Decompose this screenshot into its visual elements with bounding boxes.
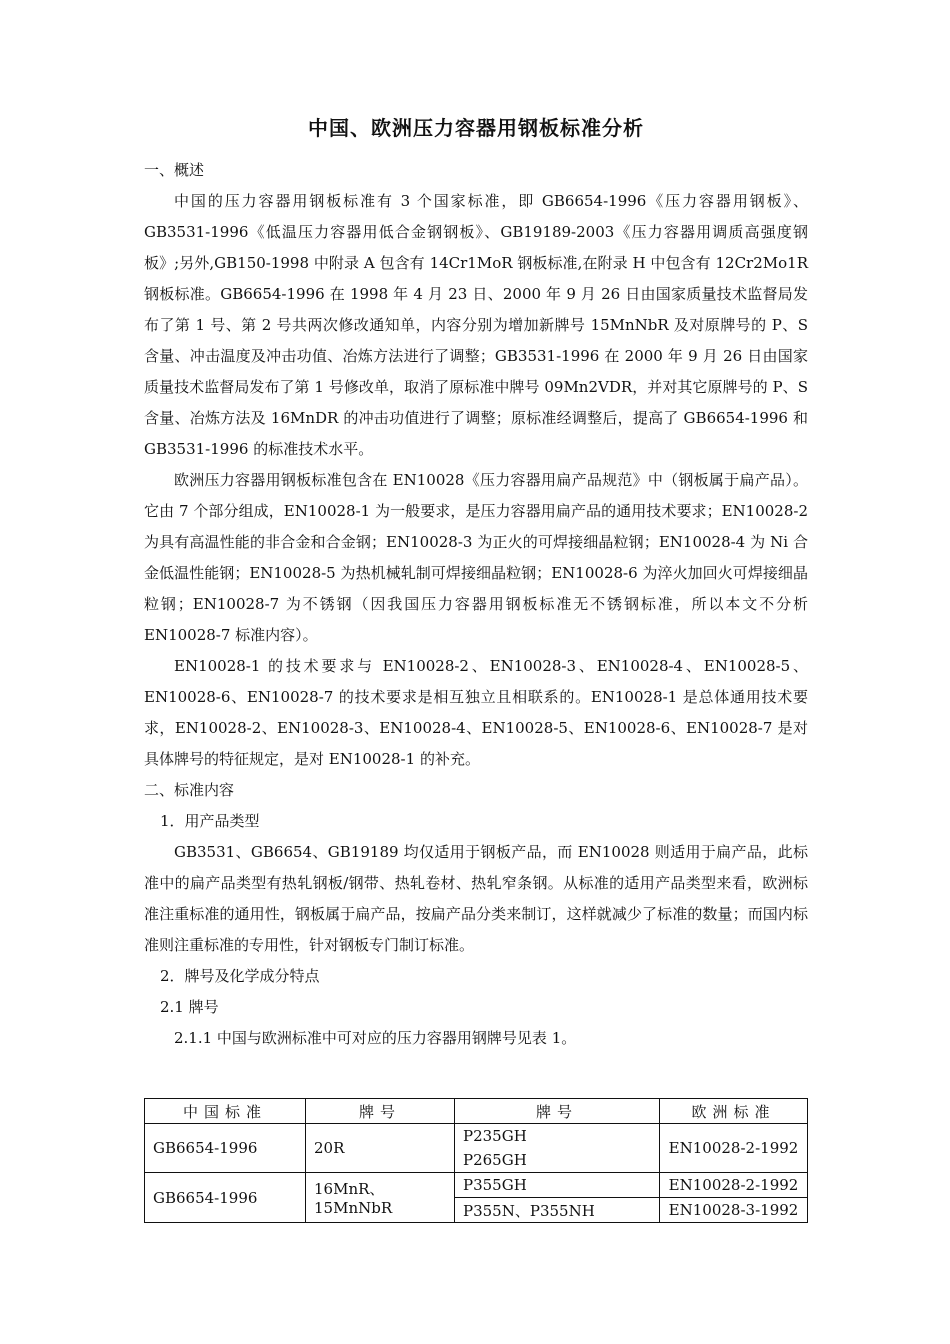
cell-eu-standard: EN10028-2-1992 [660,1124,808,1173]
table-row [145,1173,808,1198]
eu-grade-item: P235GH [463,1127,527,1145]
header-eu-standard: 欧洲标准 [660,1099,808,1124]
grade-comparison-table [144,1098,808,1223]
document-page [144,112,808,1054]
cell-eu-grade: P355GH [455,1173,660,1198]
cell-cn-grade: 16MnR、15MnNbR [306,1173,455,1223]
cell-eu-grades [455,1124,660,1173]
paragraph-cn-standards: 中国的压力容器用钢板标准有 3 个国家标准，即 GB6654-1996《压力容器用钢板》、GB3531-1996《低温压力容器用低合金钢钢板》、GB19189-2003《压力容器用调质高强度钢板》;另外,GB150-1998 中附录 A 包含有 14Cr1MoR 钢板标准,在附录 H 中包含有 12Cr2Mo1R 钢板标准。GB6654-1996 在 1998 年 4 月 23 日、2000 年 9 月 26 日由国家质量技术监督局发布了第 1 号、第 2 号共两次修改通知单，内容分别为增加新牌号 15MnNbR 及对原牌号的 P、S 含量、冲击温度及冲击功值、冶炼方法进行了调整；GB3531-1996 在 2000 年 9 月 26 日由国家质量技术监督局发布了第 1 号修改单，取消了原标准中牌号 09Mn2VDR，并对其它原牌号的 P、S 含量、冶炼方法及 16MnDR 的冲击功值进行了调整；原标准经调整后，提高了 GB6654-1996 和 GB3531-1996 的标准技术水平。 [144,192,808,458]
section-heading-overview: 一、概述 [144,161,205,179]
paragraph-en10028-relations: EN10028-1 的技术要求与 EN10028-2、EN10028-3、EN10028-4、EN10028-5、EN10028-6、EN10028-7 的技术要求是相互独立且相联系的。EN10028-1 是总体通用技术要求，EN10028-2、EN10028-3、EN10028-4、EN10028-5、EN10028-6、EN10028-7 是对具体牌号的特征规定，是对 EN10028-1 的补充。 [144,657,808,768]
cell-eu-standard: EN10028-3-1992 [660,1198,808,1223]
cell-eu-standard: EN10028-2-1992 [660,1173,808,1198]
cell-cn-grade: 20R [306,1124,455,1173]
header-eu-grade: 牌号 [455,1099,660,1124]
subheading-product-type: 1．用产品类型 [160,812,260,830]
header-cn-standard: 中国标准 [145,1099,306,1124]
document-title: 中国、欧洲压力容器用钢板标准分析 [308,116,644,140]
cell-eu-grade: P355N、P355NH [455,1198,660,1223]
table-header-row [145,1099,808,1124]
subheading-grades-chemistry: 2．牌号及化学成分特点 [160,967,320,985]
subheading-grades: 2.1 牌号 [160,998,219,1016]
cell-cn-standard: GB6654-1996 [145,1124,306,1173]
table-row [145,1124,808,1173]
paragraph-product-type: GB3531、GB6654、GB19189 均仅适用于钢板产品，而 EN10028 则适用于扁产品，此标准中的扁产品类型有热轧钢板/钢带、热轧卷材、热轧窄条钢。从标准的适用产品类型来看，欧洲标准注重标准的通用性，钢板属于扁产品，按扁产品分类来制订，这样就减少了标准的数量；而国内标准则注重标准的专用性，针对钢板专门制订标准。 [144,843,808,954]
section-heading-content: 二、标准内容 [144,781,235,799]
header-cn-grade: 牌号 [306,1099,455,1124]
eu-grade-item: P265GH [463,1151,527,1169]
paragraph-table-intro: 2.1.1 中国与欧洲标准中可对应的压力容器用钢牌号见表 1。 [174,1029,577,1047]
paragraph-eu-standards: 欧洲压力容器用钢板标准包含在 EN10028《压力容器用扁产品规范》中（钢板属于扁产品）。它由 7 个部分组成，EN10028-1 为一般要求，是压力容器用扁产品的通用技术要求；EN10028-2 为具有高温性能的非合金和合金钢；EN10028-3 为正火的可焊接细晶粒钢；EN10028-4 为 Ni 合金低温性能钢；EN10028-5 为热机械轧制可焊接细晶粒钢；EN10028-6 为淬火加回火可焊接细晶粒钢；EN10028-7 为不锈钢（因我国压力容器用钢板标准无不锈钢标准，所以本文不分析 EN10028-7 标准内容）。 [144,471,808,644]
cell-cn-standard: GB6654-1996 [145,1173,306,1223]
